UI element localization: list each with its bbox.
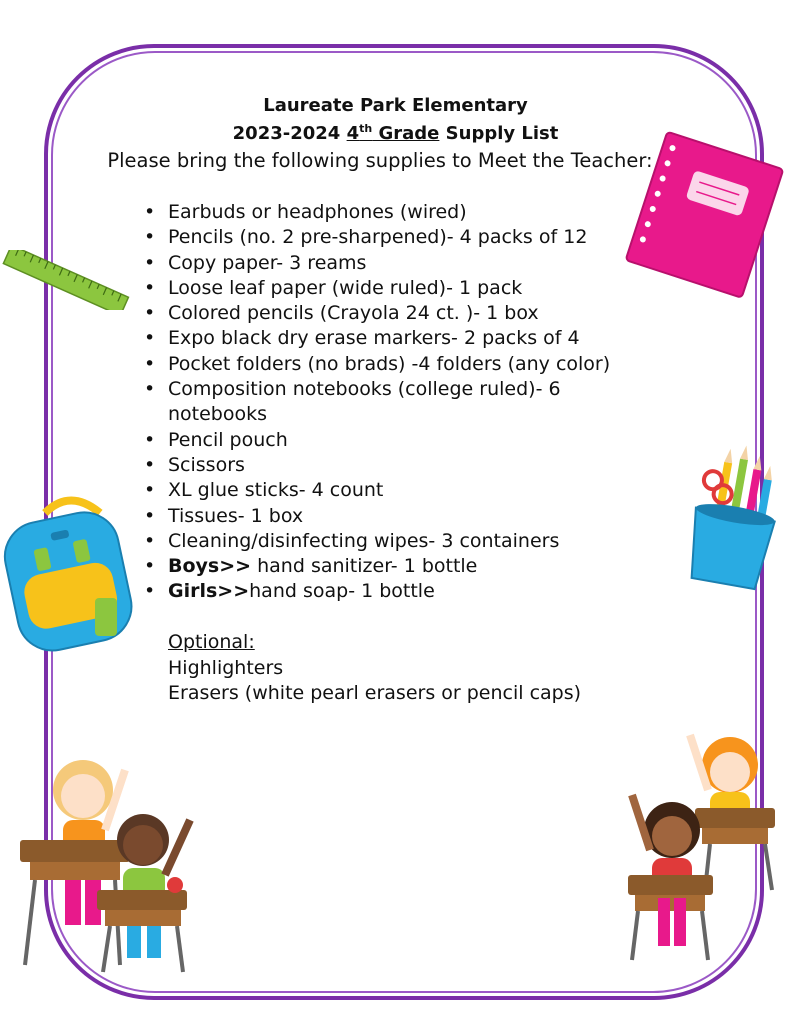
list-item: • Pocket folders (no brads) -4 folders (any color) [168, 352, 638, 377]
list-item: • XL glue sticks- 4 count [168, 478, 638, 503]
list-item: • Cleaning/disinfecting wipes- 3 containers [168, 529, 638, 554]
school-name: Laureate Park Elementary [263, 95, 528, 116]
list-item: • Colored pencils (Crayola 24 ct. )- 1 box [168, 301, 638, 326]
intro-text: Please bring the following supplies to Meet the Teacher: [107, 149, 653, 172]
list-item: • Boys>> hand sanitizer- 1 bottle [168, 554, 638, 579]
students-right-illustration [610, 720, 790, 970]
students-left-illustration [15, 740, 215, 980]
list-item: • Scissors [168, 453, 638, 478]
list-item: • Girls>>hand soap- 1 bottle [168, 579, 638, 604]
optional-section [168, 630, 581, 707]
backpack-icon [0, 488, 140, 658]
optional-title: Optional: [168, 631, 255, 653]
supply-list-label: Supply List [445, 123, 559, 144]
grade-label: 4th Grade [346, 122, 440, 144]
list-item: • Composition notebooks (college ruled)- 6 notebooks [168, 377, 638, 428]
list-item: • Copy paper- 3 reams [168, 251, 638, 276]
notebook-icon [622, 125, 787, 300]
optional-item: Highlighters [168, 656, 284, 679]
optional-item: Erasers (white pearl erasers or pencil caps) [168, 682, 582, 704]
list-item: • Expo black dry erase markers- 2 packs of 4 [168, 326, 638, 351]
list-item: • Earbuds or headphones (wired) [168, 200, 638, 225]
list-item: • Pencils (no. 2 pre-sharpened)- 4 packs of 12 [168, 225, 638, 250]
school-year: 2023-2024 [232, 123, 341, 144]
list-item: • Pencil pouch [168, 428, 638, 453]
pencil-cup-icon [680, 445, 790, 595]
supply-list [168, 200, 638, 605]
ruler-icon [0, 250, 130, 310]
list-item: • Tissues- 1 box [168, 504, 638, 529]
list-item: • Loose leaf paper (wide ruled)- 1 pack [168, 276, 638, 301]
